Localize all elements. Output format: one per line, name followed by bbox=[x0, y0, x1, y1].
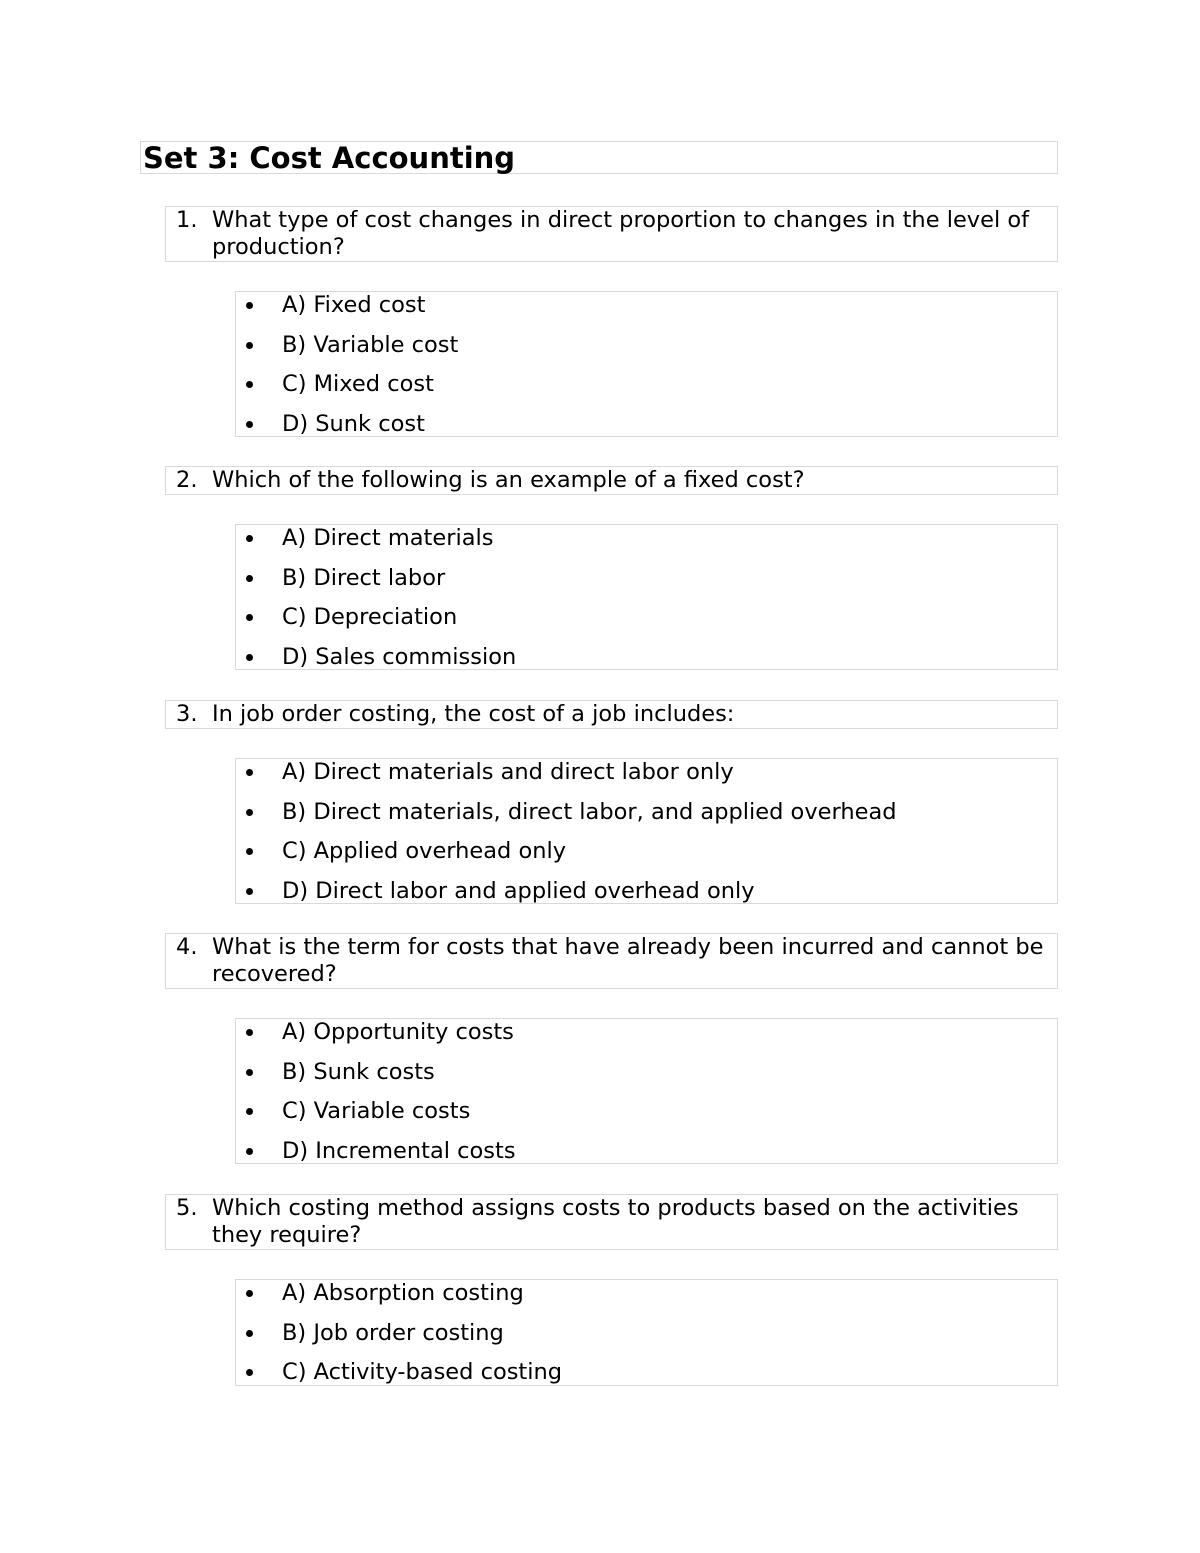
option-label: A) Fixed cost bbox=[282, 292, 426, 318]
option-item bbox=[236, 332, 1057, 372]
option-label: D) Direct labor and applied overhead only bbox=[282, 877, 755, 904]
bullet-icon bbox=[246, 769, 253, 776]
bullet-icon bbox=[246, 1330, 253, 1337]
question-number: 4. bbox=[176, 934, 198, 960]
option-item bbox=[236, 644, 1057, 671]
bullet-icon bbox=[246, 1148, 253, 1155]
bullet-icon bbox=[246, 421, 253, 428]
options-list-4 bbox=[235, 1018, 1058, 1164]
bullet-icon bbox=[246, 342, 253, 349]
bullet-icon bbox=[246, 614, 253, 621]
option-label: C) Variable costs bbox=[282, 1098, 471, 1124]
option-item bbox=[236, 1359, 1057, 1386]
options-list-3 bbox=[235, 758, 1058, 904]
question-1 bbox=[165, 206, 1058, 262]
question-text: In job order costing, the cost of a job includes: bbox=[212, 701, 735, 727]
bullet-icon bbox=[246, 381, 253, 388]
option-label: A) Direct materials and direct labor only bbox=[282, 759, 734, 785]
bullet-icon bbox=[246, 848, 253, 855]
question-5 bbox=[165, 1194, 1058, 1250]
options-list-1 bbox=[235, 291, 1058, 437]
question-number: 1. bbox=[176, 207, 198, 233]
option-label: C) Activity-based costing bbox=[282, 1359, 563, 1385]
option-label: A) Direct materials bbox=[282, 525, 494, 551]
option-label: A) Opportunity costs bbox=[282, 1019, 514, 1045]
bullet-icon bbox=[246, 1290, 253, 1297]
question-4 bbox=[165, 933, 1058, 989]
option-item bbox=[236, 604, 1057, 644]
bullet-icon bbox=[246, 1108, 253, 1115]
option-item bbox=[236, 1280, 1057, 1320]
bullet-icon bbox=[246, 1069, 253, 1076]
question-number: 5. bbox=[176, 1195, 198, 1221]
bullet-icon bbox=[246, 1369, 253, 1376]
option-item bbox=[236, 838, 1057, 878]
question-text: What type of cost changes in direct proportion to changes in the level of production? bbox=[212, 207, 1030, 260]
question-2 bbox=[165, 466, 1058, 495]
bullet-icon bbox=[246, 535, 253, 542]
bullet-icon bbox=[246, 1029, 253, 1036]
option-item bbox=[236, 1098, 1057, 1138]
bullet-icon bbox=[246, 575, 253, 582]
option-item bbox=[236, 371, 1057, 411]
option-label: C) Applied overhead only bbox=[282, 838, 567, 864]
option-label: D) Incremental costs bbox=[282, 1137, 516, 1164]
option-label: D) Sunk cost bbox=[282, 410, 425, 437]
option-label: C) Depreciation bbox=[282, 604, 458, 630]
option-item bbox=[236, 1320, 1057, 1360]
option-label: B) Sunk costs bbox=[282, 1058, 435, 1085]
question-text: Which of the following is an example of a fixed cost? bbox=[212, 467, 805, 493]
bullet-icon bbox=[246, 809, 253, 816]
page-title: Set 3: Cost Accounting bbox=[140, 141, 1058, 174]
option-item bbox=[236, 1019, 1057, 1059]
option-label: A) Absorption costing bbox=[282, 1280, 524, 1306]
question-3 bbox=[165, 700, 1058, 729]
option-label: D) Sales commission bbox=[282, 643, 517, 670]
option-item bbox=[236, 759, 1057, 799]
option-item bbox=[236, 411, 1057, 438]
option-label: B) Direct labor bbox=[282, 564, 446, 591]
bullet-icon bbox=[246, 302, 253, 309]
option-label: B) Job order costing bbox=[282, 1319, 504, 1346]
option-item bbox=[236, 525, 1057, 565]
option-label: B) Direct materials, direct labor, and applied overhead bbox=[282, 798, 897, 825]
option-item bbox=[236, 1059, 1057, 1099]
question-number: 2. bbox=[176, 467, 198, 493]
option-label: B) Variable cost bbox=[282, 331, 459, 358]
bullet-icon bbox=[246, 654, 253, 661]
option-label: C) Mixed cost bbox=[282, 371, 434, 397]
options-list-2 bbox=[235, 524, 1058, 670]
option-item bbox=[236, 799, 1057, 839]
option-item bbox=[236, 1138, 1057, 1165]
option-item bbox=[236, 565, 1057, 605]
question-text: Which costing method assigns costs to products based on the activities they require? bbox=[212, 1195, 1019, 1248]
question-text: What is the term for costs that have already been incurred and cannot be recovered? bbox=[212, 934, 1044, 987]
question-number: 3. bbox=[176, 701, 198, 727]
options-list-5 bbox=[235, 1279, 1058, 1386]
option-item bbox=[236, 878, 1057, 905]
option-item bbox=[236, 292, 1057, 332]
bullet-icon bbox=[246, 888, 253, 895]
